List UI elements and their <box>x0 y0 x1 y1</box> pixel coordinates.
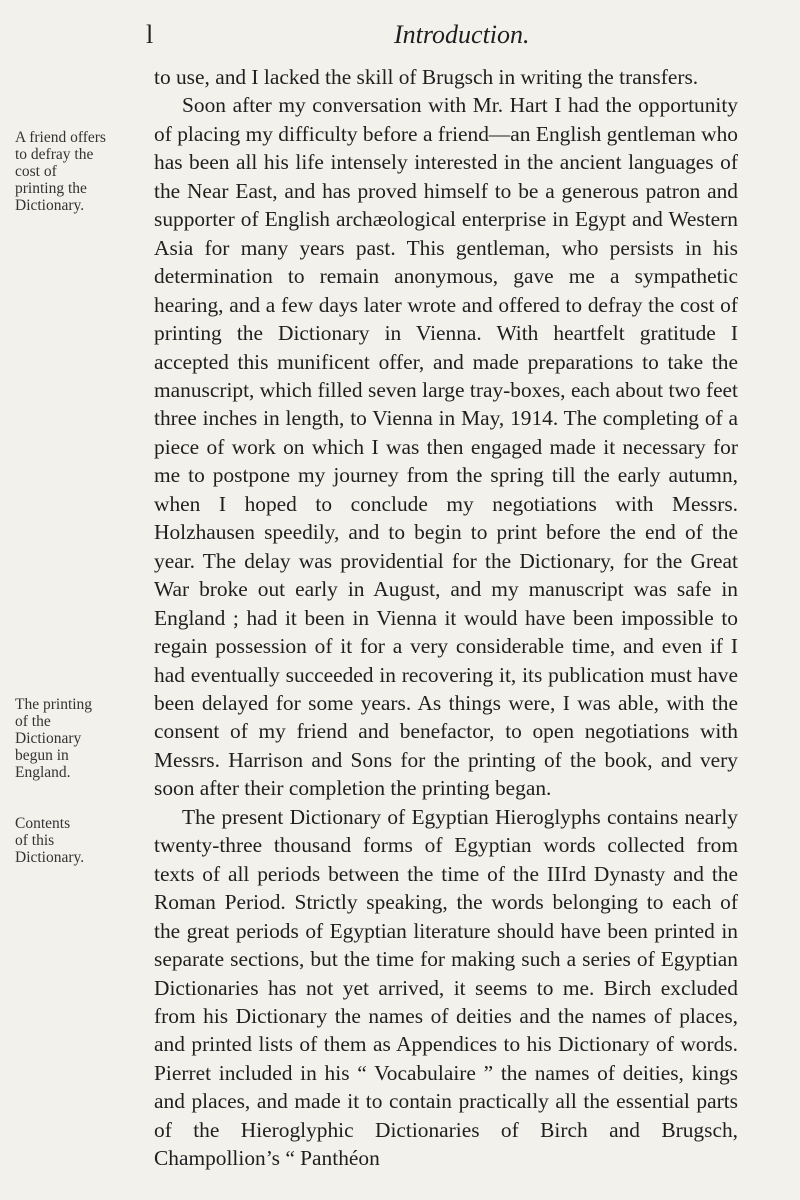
margin-note-contents <box>15 815 145 866</box>
margin-note-friend-offers <box>15 129 145 214</box>
paragraph: to use, and I lacked the skill of Brugsch in writing the transfers. <box>154 65 699 89</box>
margin-note-line: printing the <box>15 180 87 197</box>
margin-note-line: A friend offers <box>15 129 106 146</box>
margin-note-line: Dictionary. <box>15 849 85 866</box>
margin-note-line: Dictionary <box>15 730 82 747</box>
running-head: Introduction. <box>394 20 530 49</box>
margin-note-line: England. <box>15 764 71 781</box>
margin-note-line: to defray the <box>15 146 94 163</box>
page-header <box>0 20 800 52</box>
margin-note-printing-begun <box>15 696 145 781</box>
paragraph: Soon after my conversation with Mr. Hart I had the opportunity of placing my difficulty before a friend—an English gentleman who has been all his life intensely interested in the ancient languages of the Near East, and has proved himself to be a generous patron and supporter of English archæological enterprise in Egypt and Western Asia for many years past. This gentleman, who persists in his determination to remain anonymous, gave me a sympathetic hearing, and a few days later wrote and offered to defray the cost of printing the Dictionary in Vienna. With heartfelt gratitude I accepted this munificent offer, and made preparations to take the manuscript, which filled seven large tray-boxes, each about two feet three inches in length, to Vienna in May, 1914. The completing of a piece of work on which I was then engaged made it necessary for me to postpone my journey from the spring till the early autumn, when I hoped to conclude my negotiations with Messrs. Holzhausen speedily, and to begin to print before the end of the year. The delay was providential for the Dictionary, for the Great War broke out early in August, and my manuscript was safe in England ; had it been in Vienna it would have been impossible to regain possession of it for a very considerable time, and even if I had eventually succeeded in recovering it, its publication must have been delayed for some years. As things were, I was able, with the consent of my friend and benefactor, to open negotiations with Messrs. Harrison and Sons for the printing of the book, and very soon after their completion the printing began. <box>154 93 738 801</box>
margin-note-line: of the <box>15 713 51 730</box>
margin-note-line: of this <box>15 832 55 849</box>
margin-note-line: Contents <box>15 815 71 832</box>
paragraph: The present Dictionary of Egyptian Hieroglyphs contains nearly twenty-three thousand forms of Egyptian words collected from texts of all periods between the time of the IIIrd Dynasty and the Roman Period. Strictly speaking, the words belonging to each of the great periods of Egyptian literature should have been printed in separate sections, but the time for making such a series of Egyptian Dictionaries has not yet arrived, it seems to me. Birch excluded from his Dictionary the names of deities and the names of places, and printed lists of them as Appendices to his Dictionary of words. Pierret included in his “ Vocabulaire ” the names of deities, kings and places, and made it to contain practically all the essential parts of the Hieroglyphic Dictionaries of Birch and Brugsch, Champollion’s “ Panthéon <box>154 804 738 1171</box>
body-text <box>154 63 738 1173</box>
margin-note-line: begun in <box>15 747 69 764</box>
page-number: l <box>146 20 154 49</box>
margin-note-line: The printing <box>15 696 93 713</box>
margin-note-line: Dictionary. <box>15 197 85 214</box>
margin-note-line: cost of <box>15 163 57 180</box>
